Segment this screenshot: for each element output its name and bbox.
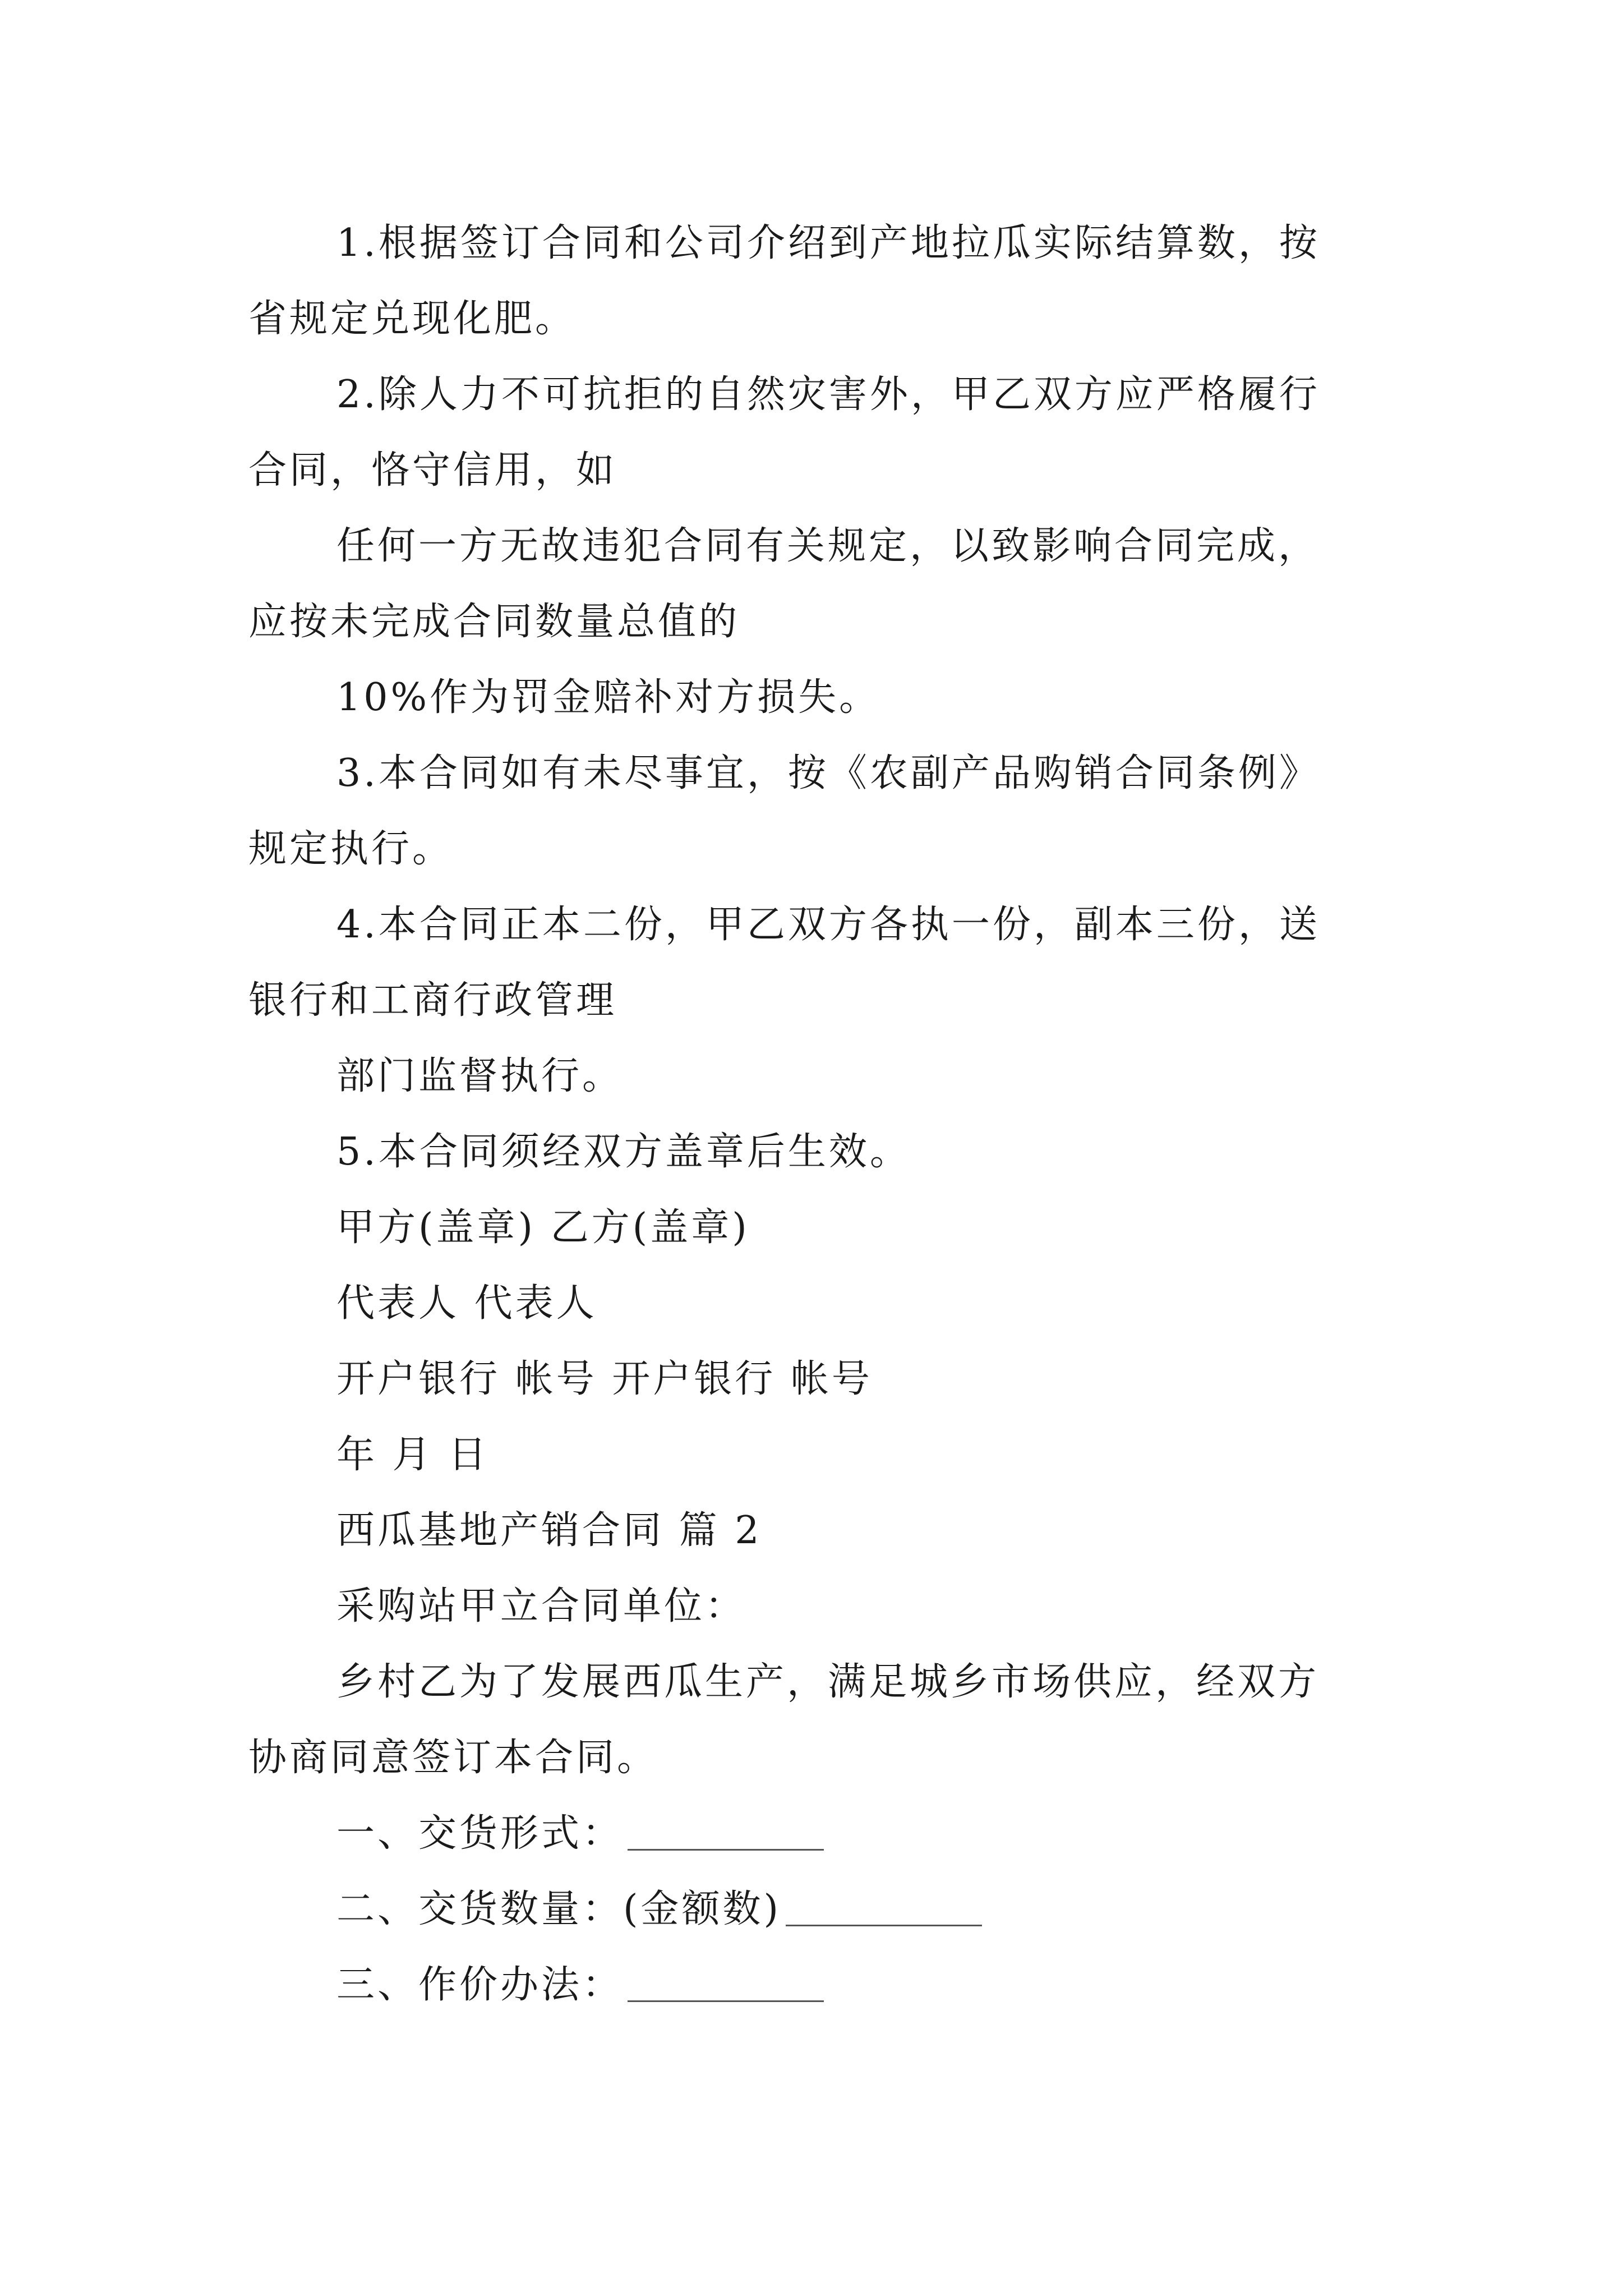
clause-1-line-2: 省规定兑现化肥。 (248, 297, 577, 341)
preamble-line-2: 协商同意签订本合同。 (248, 1736, 658, 1780)
pricing-method-label: 三、作价办法： (336, 1963, 624, 2007)
delivery-quantity-label: 二、交货数量：(金额数) (336, 1887, 782, 1931)
delivery-form-field (336, 1811, 824, 1856)
pricing-method-blank (628, 2000, 824, 2002)
preamble-line-1: 乡村乙为了发展西瓜生产，满足城乡市场供应，经双方 (336, 1660, 1320, 1704)
clause-2-line-2: 合同，恪守信用，如 (248, 448, 617, 493)
clause-3-line-2: 规定执行。 (248, 827, 454, 871)
party-a-line: 采购站甲立合同单位： (336, 1584, 746, 1628)
seal-line: 甲方(盖章) 乙方(盖章) (336, 1205, 750, 1250)
clause-5: 5.本合同须经双方盖章后生效。 (336, 1130, 911, 1174)
delivery-form-label: 一、交货形式： (336, 1811, 624, 1856)
clause-2-line-1: 2.除人力不可抗拒的自然灾害外，甲乙双方应严格履行 (336, 372, 1320, 417)
clause-2-line-5: 10%作为罚金赔补对方损失。 (336, 675, 880, 720)
pricing-method-field (336, 1963, 824, 2007)
section-title: 西瓜基地产销合同 篇 2 (336, 1508, 762, 1553)
clause-4-line-1: 4.本合同正本二份，甲乙双方各执一份，副本三份，送 (336, 903, 1320, 947)
bank-account-line: 开户银行 帐号 开户银行 帐号 (336, 1357, 873, 1401)
delivery-form-blank (628, 1849, 824, 1851)
clause-4-line-3: 部门监督执行。 (336, 1054, 624, 1098)
clause-1-line-1: 1.根据签订合同和公司介绍到产地拉瓜实际结算数，按 (336, 221, 1320, 265)
clause-3-line-1: 3.本合同如有未尽事宜，按《农副产品购销合同条例》 (336, 751, 1320, 795)
clause-2-line-3: 任何一方无故违犯合同有关规定，以致影响合同完成， (336, 524, 1320, 568)
clause-4-line-2: 银行和工商行政管理 (248, 978, 617, 1023)
date-line: 年 月 日 (336, 1433, 490, 1477)
delivery-quantity-field (336, 1887, 982, 1931)
delivery-quantity-blank (786, 1925, 982, 1926)
clause-2-line-4: 应按未完成合同数量总值的 (248, 600, 740, 644)
representative-line: 代表人 代表人 (336, 1281, 597, 1326)
